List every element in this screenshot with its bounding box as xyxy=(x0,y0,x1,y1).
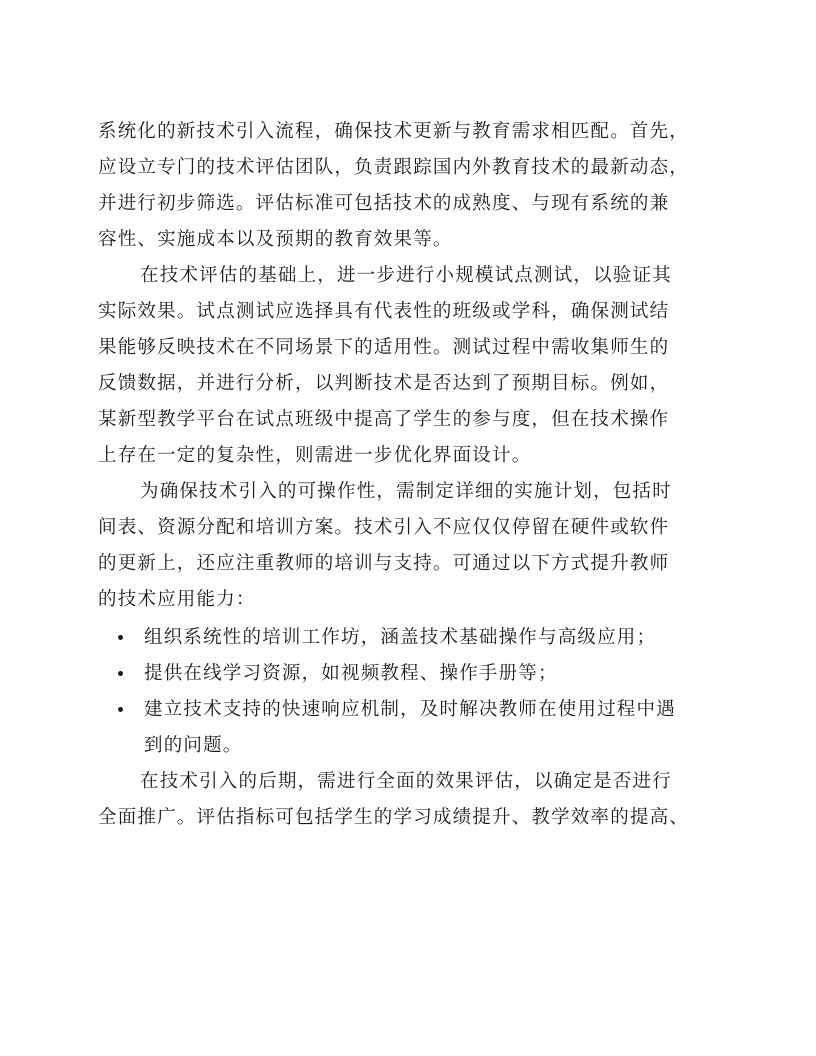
text-line: 在技术评估的基础上，进一步进行小规模试点测试，以验证其 xyxy=(140,265,672,286)
bullet-icon xyxy=(118,635,123,640)
text-line: 容性、实施成本以及预期的教育效果等。 xyxy=(98,229,453,250)
text-line: 果能够反映技术在不同场景下的适用性。测试过程中需收集师生的 xyxy=(98,337,670,358)
text-line: 在技术引入的后期，需进行全面的效果评估，以确定是否进行 xyxy=(140,771,672,792)
text-line: 的更新上，还应注重教师的培训与支持。可通过以下方式提升教师 xyxy=(98,553,670,574)
text-line: 为确保技术引入的可操作性，需制定详细的实施计划，包括时 xyxy=(140,481,672,502)
text-line: 系统化的新技术引入流程，确保技术更新与教育需求相匹配。首先， xyxy=(98,121,690,142)
list-item xyxy=(98,620,723,656)
text-line: 某新型教学平台在试点班级中提高了学生的参与度，但在技术操作 xyxy=(98,409,670,430)
text-line: 实际效果。试点测试应选择具有代表性的班级或学科，确保测试结 xyxy=(98,301,670,322)
bullet-list xyxy=(98,620,723,764)
text-line: 提供在线学习资源，如视频教程、操作手册等； xyxy=(144,663,558,684)
text-line: 上存在一定的复杂性，则需进一步优化界面设计。 xyxy=(98,445,532,466)
text-line: 的技术应用能力： xyxy=(98,589,256,610)
document-body xyxy=(98,114,723,836)
paragraph-4 xyxy=(98,764,723,836)
text-line: 组织系统性的培训工作坊，涵盖技术基础操作与高级应用； xyxy=(144,627,657,648)
text-line: 建立技术支持的快速响应机制，及时解决教师在使用过程中遇 xyxy=(144,699,676,720)
bullet-icon xyxy=(118,707,123,712)
text-line: 间表、资源分配和培训方案。技术引入不应仅仅停留在硬件或软件 xyxy=(98,517,670,538)
bullet-icon xyxy=(118,671,123,676)
paragraph-1 xyxy=(98,114,723,258)
paragraph-3 xyxy=(98,474,723,618)
text-line: 应设立专门的技术评估团队，负责跟踪国内外教育技术的最新动态， xyxy=(98,157,690,178)
paragraph-2 xyxy=(98,258,723,474)
list-item xyxy=(98,692,723,764)
text-line: 反馈数据，并进行分析，以判断技术是否达到了预期目标。例如， xyxy=(98,373,670,394)
text-line: 到的问题。 xyxy=(144,735,243,756)
text-line: 并进行初步筛选。评估标准可包括技术的成熟度、与现有系统的兼 xyxy=(98,193,670,214)
text-line: 全面推广。评估指标可包括学生的学习成绩提升、教学效率的提高、 xyxy=(98,807,690,828)
list-item xyxy=(98,656,723,692)
